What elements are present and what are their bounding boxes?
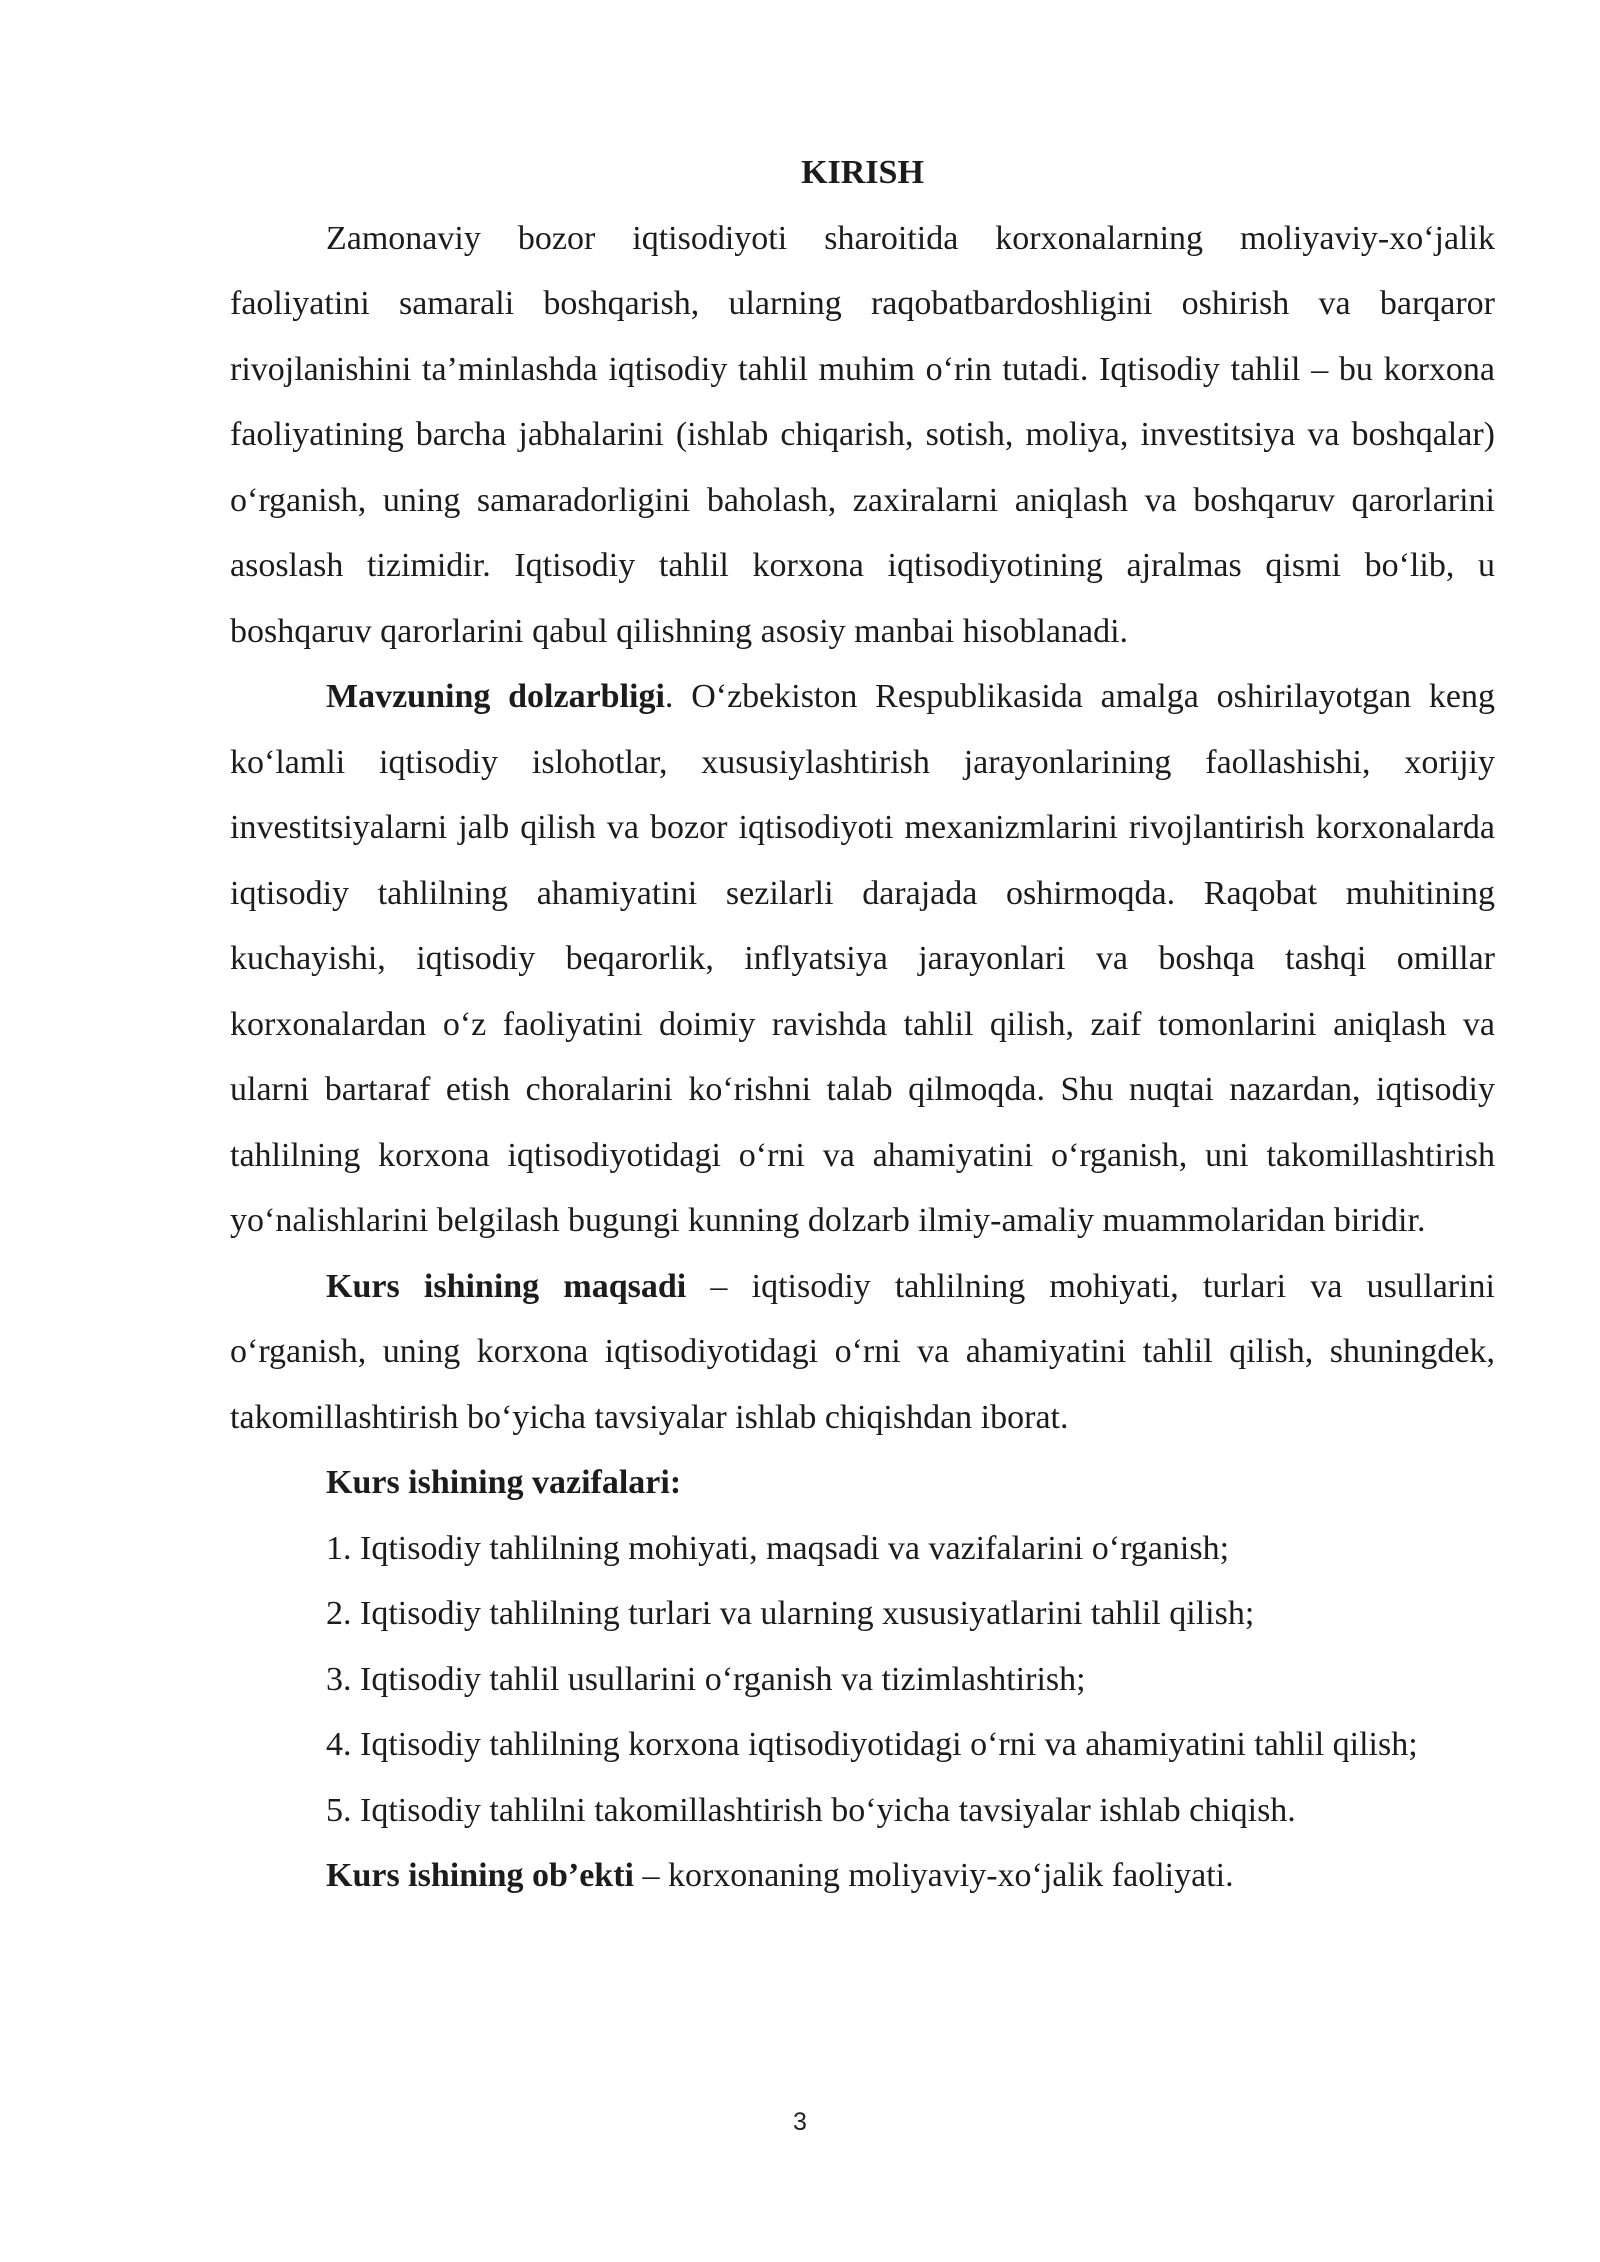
page-number: 3 [793, 2108, 807, 2136]
object-paragraph [230, 1843, 1495, 1909]
page-title: KIRISH [801, 154, 924, 191]
document-page [230, 140, 1495, 1909]
object-text: – korxonaning moliyaviy-xo‘jalik faoliyati. [633, 1857, 1234, 1894]
goal-heading: Kurs ishining maqsadi [326, 1267, 687, 1305]
object-heading: Kurs ishining ob’ekti [326, 1857, 634, 1894]
relevance-heading: Mavzuning dolzarbligi [326, 678, 665, 715]
tasks-heading: Kurs ishining vazifalari: [326, 1464, 682, 1501]
goal-text: – iqtisodiy tahlilning mohiyati, turlari va usullarini o‘rganish, uning korxona iqtisodiyotidagi o‘rni va ahamiyatini tahlil qilish, shuningdek, takomillashtirish bo‘yicha tavsiyalar ishlab chiqishdan iborat. [230, 1267, 1495, 1436]
relevance-text: . O‘zbekiston Respublikasida amalga oshirilayotgan keng ko‘lamli iqtisodiy islohotlar, xususiylashtirish jarayonlarining faollashishi, xorijiy investitsiyalarni jalb qilish va bozor iqtisodiyoti mexanizmlarini rivojlantirish korxonalarda iqtisodiy tahlilning ahamiyatini sezilarli darajada oshirmoqda. Raqobat muhitining kuchayishi, iqtisodiy beqarorlik, inflyatsiya jarayonlari va boshqa tashqi omillar korxonalardan o‘z faoliyatini doimiy ravishda tahlil qilish, zaif tomonlarini aniqlash va ularni bartaraf etish choralarini ko‘rishni talab qilmoqda. Shu nuqtai nazardan, iqtisodiy tahlilning korxona iqtisodiyotidagi o‘rni va ahamiyatini o‘rganish, uni takomillashtirish yo‘nalishlarini belgilash bugungi kunning dolzarb ilmiy-amaliy muammolaridan biridir. [230, 678, 1495, 1239]
intro-paragraph: Zamonaviy bozor iqtisodiyoti sharoitida korxonalarning moliyaviy-xo‘jalik faoliyatini samarali boshqarish, ularning raqobatbardoshligini oshirish va barqaror rivojlanishini ta’minlashda iqtisodiy tahlil muhim o‘rin tutadi. Iqtisodiy tahlil – bu korxona faoliyatining barcha jabhalarini (ishlab chiqarish, sotish, moliya, investitsiya va boshqalar) o‘rganish, uning samaradorligini baholash, zaxiralarni aniqlash va boshqaruv qarorlarini asoslash tizimidir. Iqtisodiy tahlil korxona iqtisodiyotining ajralmas qismi bo‘lib, u boshqaruv qarorlarini qabul qilishning asosiy manbai hisoblanadi. [230, 219, 1495, 650]
task-item-1: 1. Iqtisodiy tahlilning mohiyati, maqsadi va vazifalarini o‘rganish; [326, 1529, 1230, 1567]
relevance-paragraph [230, 664, 1495, 1254]
task-item-2: 2. Iqtisodiy tahlilning turlari va ularning xususiyatlarini tahlil qilish; [326, 1595, 1255, 1632]
goal-paragraph [230, 1254, 1495, 1451]
task-item-4: 4. Iqtisodiy tahlilning korxona iqtisodiyotidagi o‘rni va ahamiyatini tahlil qilish; [326, 1726, 1418, 1763]
task-item-5: 5. Iqtisodiy tahlilni takomillashtirish bo‘yicha tavsiyalar ishlab chiqish. [326, 1791, 1296, 1829]
task-item-3: 3. Iqtisodiy tahlil usullarini o‘rganish va tizimlashtirish; [326, 1660, 1086, 1698]
